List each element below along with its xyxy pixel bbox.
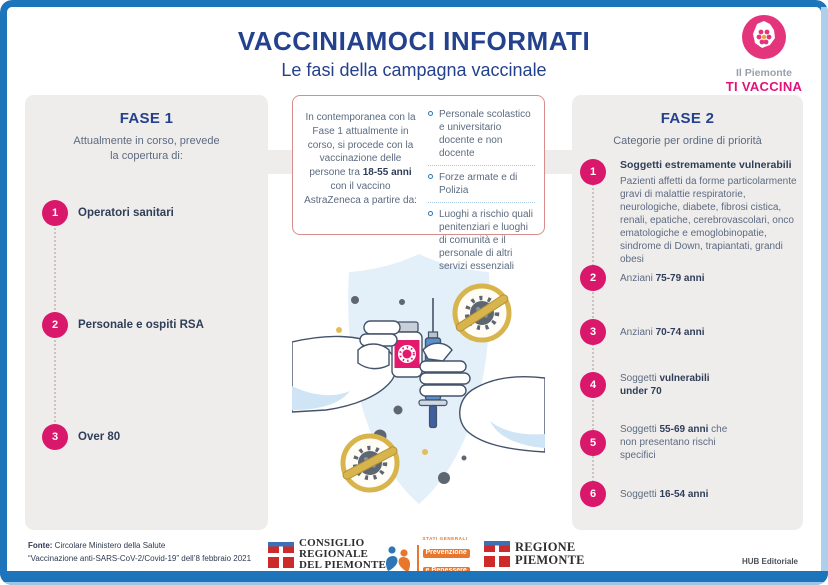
bullet-text: Forze armate e di Polizia xyxy=(439,172,518,196)
step-badge: 5 xyxy=(580,430,606,456)
step-badge: 4 xyxy=(580,372,606,398)
item-bold: 75-79 anni xyxy=(655,272,705,284)
step-badge: 2 xyxy=(580,265,606,291)
consiglio-regionale-logo xyxy=(268,538,386,572)
fase2-item-5 xyxy=(580,423,738,462)
item-bold: Soggetti estremamente vulnerabili xyxy=(620,159,792,171)
fase1-subtitle: Attualmente in corso, prevede la copertura di: xyxy=(73,135,220,162)
step-badge: 3 xyxy=(42,424,68,450)
intro-post: con il vaccino AstraZeneca a partire da: xyxy=(304,180,417,206)
item-bold: 16-54 anni xyxy=(659,488,709,500)
consiglio-text xyxy=(299,538,386,572)
info-bullet-list xyxy=(428,108,535,272)
fase2-item-6 xyxy=(580,481,800,507)
fase1-item-label: Personale e ospiti RSA xyxy=(78,319,204,331)
cross-shield-icon xyxy=(484,541,510,567)
fase2-item-text xyxy=(620,372,738,398)
no-virus-icon xyxy=(342,436,399,490)
fase1-item-label: Over 80 xyxy=(78,431,121,443)
fase2-item-text xyxy=(620,326,800,339)
fase2-subtitle: Categorie per ordine di priorità xyxy=(613,135,762,147)
fase2-item-text xyxy=(620,423,738,462)
astrazeneca-info-box xyxy=(292,95,545,272)
item-bold: 70-74 anni xyxy=(655,326,705,338)
logo-line: REGIONE xyxy=(515,540,576,555)
step-badge: 3 xyxy=(580,319,606,345)
fase2-panel xyxy=(572,95,803,530)
bullet-text: Luoghi a rischio quali penitenziari e luoghi di comunità e il personale di altri servizi essenziali xyxy=(439,209,533,272)
fase2-item-text xyxy=(620,159,800,266)
connector-right xyxy=(543,150,574,174)
bullet-text: Personale scolastico e universitario docente e non docente xyxy=(439,109,531,159)
source-line1: Circolare Ministero della Salute xyxy=(52,541,166,550)
logo-line: Prevenzione xyxy=(423,549,470,558)
divider xyxy=(417,545,419,573)
item-post: che non presentano rischi specifici xyxy=(620,424,728,461)
bullet-icon xyxy=(428,174,433,179)
step-badge: 1 xyxy=(42,200,68,226)
card-right-edge xyxy=(821,7,828,571)
fase2-item-2 xyxy=(580,265,800,291)
publisher-credit: HUB Editoriale xyxy=(741,557,798,566)
item-pre: Soggetti xyxy=(620,424,660,435)
piemonte-ti-vaccina-logo xyxy=(714,14,814,94)
logo-line: DEL PIEMONTE xyxy=(299,559,387,572)
fase2-item-3 xyxy=(580,319,800,345)
bullet-icon xyxy=(428,211,433,216)
fase2-item-text xyxy=(620,272,800,285)
list-item xyxy=(428,202,535,273)
list-item xyxy=(428,108,535,160)
fase2-item-4 xyxy=(580,372,738,398)
intro-age-range: 18-55 anni xyxy=(362,167,412,179)
fase1-title: FASE 1 xyxy=(119,110,174,127)
bullet-icon xyxy=(428,111,433,116)
step-badge: 1 xyxy=(580,159,606,185)
fase1-item-label: Operatori sanitari xyxy=(78,207,174,219)
regione-text xyxy=(515,541,585,567)
page-title: VACCINIAMOCI INFORMATI xyxy=(237,26,591,56)
source-note xyxy=(28,540,251,566)
figures-icon xyxy=(383,544,413,574)
intro-pre: In contemporanea con la Fase 1 attualmente in corso, si procede con la vaccinazione delle persone tra xyxy=(305,112,416,179)
no-virus-icon xyxy=(455,286,510,340)
page-subtitle: Le fasi della campagna vaccinale xyxy=(281,60,547,80)
logo-line: STATI GENERALI xyxy=(422,536,468,541)
info-intro xyxy=(302,108,419,224)
fase1-item-3 xyxy=(42,424,120,450)
list-item xyxy=(428,165,535,197)
item-desc: Pazienti affetti da forme particolarmente gravi di malattie respiratorie, neurologiche, diabete, fibrosi cistica, renali, epatiche, cerebrovascolari, onco ematologiche e emoglobinopatie, sindrome di Down, trapiantati, grandi obesi xyxy=(620,175,797,265)
fase1-item-1 xyxy=(42,200,174,226)
source-line2: “Vaccinazione anti-SARS-CoV-2/Covid-19” dell’8 febbraio 2021 xyxy=(28,553,252,563)
fase2-item-1 xyxy=(580,159,800,266)
fase1-item-2 xyxy=(42,312,204,338)
fase2-item-text xyxy=(620,488,800,501)
logo-line: CONSIGLIO xyxy=(299,537,365,549)
item-pre: Soggetti xyxy=(620,488,660,500)
source-label: Fonte: xyxy=(28,541,53,550)
item-pre: Anziani xyxy=(620,272,656,284)
logo-line: PIEMONTE xyxy=(515,553,585,567)
vaccine-illustration xyxy=(292,238,545,532)
item-bold: vulnerabili under 70 xyxy=(620,373,710,397)
cross-shield-icon xyxy=(268,542,294,568)
connector-left xyxy=(266,150,294,174)
brand-line1: Il Piemonte xyxy=(735,67,792,79)
piemonte-map-icon xyxy=(741,14,787,60)
step-badge: 6 xyxy=(580,481,606,507)
fase1-panel xyxy=(25,95,268,530)
fase2-title: FASE 2 xyxy=(660,110,715,127)
item-pre: Anziani xyxy=(620,326,656,338)
regione-piemonte-logo xyxy=(484,541,585,567)
item-bold: 55-69 anni xyxy=(659,424,709,435)
step-badge: 2 xyxy=(42,312,68,338)
item-pre: Soggetti xyxy=(620,373,660,384)
logo-line: REGIONALE xyxy=(299,548,369,561)
brand-line2: TI VACCINA xyxy=(725,79,803,94)
card-bottom-bar xyxy=(0,571,828,582)
